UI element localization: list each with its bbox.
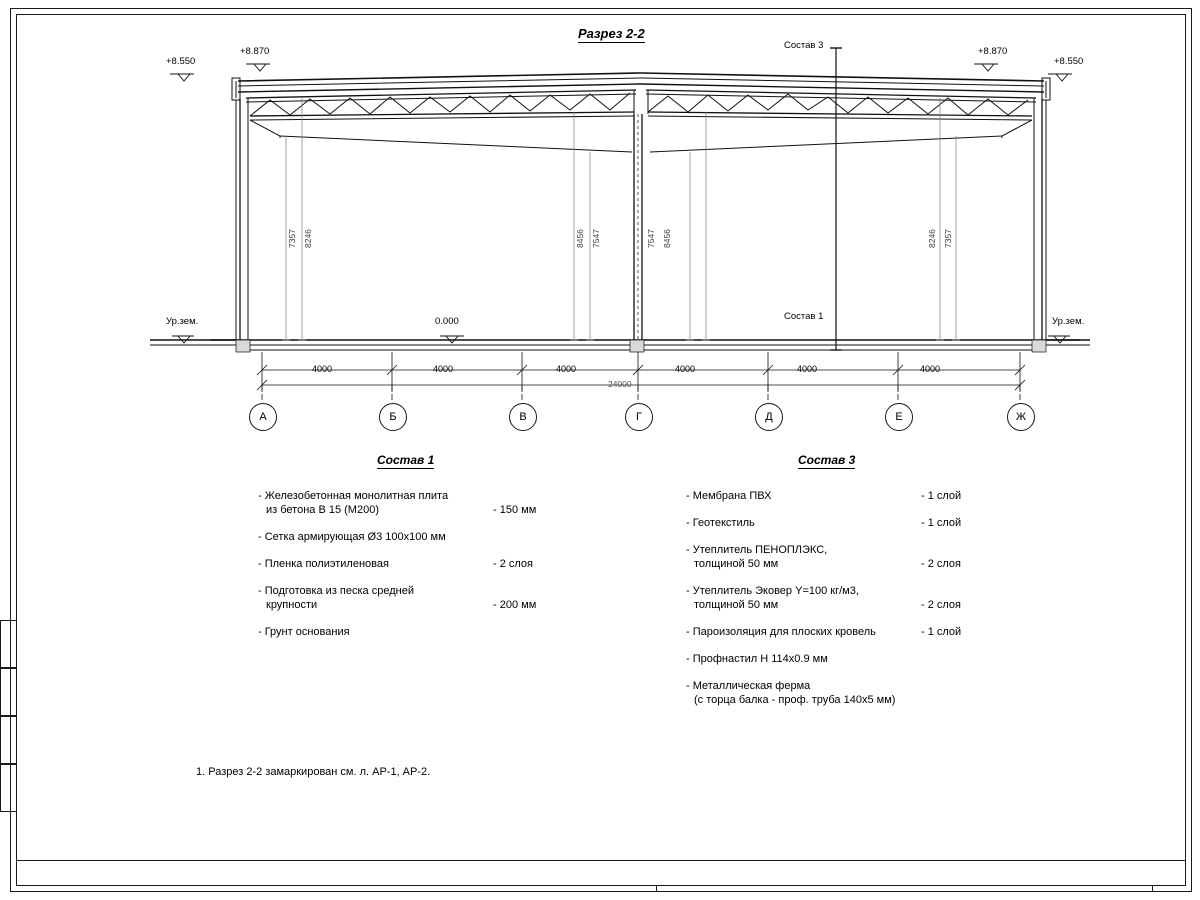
vertical-dim-8: 7357 — [943, 229, 953, 248]
sostav3-item-5-label: - Пароизоляция для плоских кровель — [686, 626, 876, 638]
title-strip-tick-1 — [656, 886, 657, 892]
sostav1-item-4-label: - Подготовка из песка средней — [258, 585, 414, 597]
total-dim: 24000 — [608, 379, 632, 389]
sostav1-item-4-label2: крупности — [266, 598, 318, 611]
level-right-outer: +8.550 — [1054, 56, 1084, 67]
sostav1-item-3-value: - 2 слоя — [493, 558, 534, 570]
vertical-dim-1: 7357 — [287, 229, 297, 248]
note-1: 1. Разрез 2-2 замаркирован см. л. АР-1, АР-2. — [196, 766, 431, 778]
sostav3-item-7 — [686, 680, 1026, 708]
sostav3-item-1-value: - 1 слой — [921, 490, 962, 502]
sostav3-item-3-value: - 2 слоя — [921, 558, 962, 570]
sostav1-item-3 — [258, 558, 588, 572]
sostav3-item-3 — [686, 544, 1026, 572]
sostav1-list — [258, 490, 588, 653]
sheet-margin-stub-3 — [0, 716, 17, 764]
sostav1-item-2-label: - Сетка армирующая Ø3 100х100 мм — [258, 531, 446, 543]
sostav1-item-5-label: - Грунт основания — [258, 626, 350, 638]
ground-level-right: Ур.зем. — [1052, 316, 1085, 327]
sostav3-item-1 — [686, 490, 1026, 504]
sostav3-item-3-label: - Утеплитель ПЕНОПЛЭКС, — [686, 544, 828, 556]
sostav3-item-5-value: - 1 слой — [921, 626, 962, 638]
sostav1-item-1-label2: из бетона В 15 (М200) — [266, 503, 379, 516]
axis-bubble-v: В — [509, 403, 537, 431]
axis-bubble-a: А — [249, 403, 277, 431]
vertical-dim-5: 7547 — [646, 229, 656, 248]
span-dim-6: 4000 — [920, 364, 941, 374]
title-strip-line — [16, 860, 1186, 861]
axis-bubble-d: Д — [755, 403, 783, 431]
sostav3-title: Состав 3 — [798, 453, 856, 467]
axis-bubble-e: Е — [885, 403, 913, 431]
sostav3-item-7-label: - Металлическая ферма — [686, 680, 811, 692]
ground-level-left: Ур.зем. — [166, 316, 199, 327]
sostav3-item-3-label2: толщиной 50 мм — [694, 557, 779, 570]
level-left-inner: +8.870 — [240, 46, 270, 57]
sostav3-item-2 — [686, 517, 1026, 531]
sostav3-item-2-value: - 1 слой — [921, 517, 962, 529]
sostav3-item-4 — [686, 585, 1026, 613]
sostav1-item-4 — [258, 585, 588, 613]
sostav1-item-4-value: - 200 мм — [493, 599, 537, 611]
title-strip-tick-2 — [1152, 886, 1153, 892]
sostav1-item-1-label: - Железобетонная монолитная плита — [258, 490, 449, 502]
axis-bubble-zh: Ж — [1007, 403, 1035, 431]
leader-label-sostav3: Состав 3 — [784, 40, 824, 51]
sostav3-item-6-label: - Профнастил Н 114х0.9 мм — [686, 653, 828, 665]
sostav1-title: Состав 1 — [377, 453, 435, 467]
sostav3-item-2-label: - Геотекстиль — [686, 517, 755, 529]
sostav1-item-5 — [258, 626, 588, 640]
vertical-dim-6: 8456 — [662, 229, 672, 248]
sostav1-item-2 — [258, 531, 588, 545]
sostav3-item-7-label2: (с торца балка - проф. труба 140х5 мм) — [694, 693, 896, 706]
span-dim-1: 4000 — [312, 364, 333, 374]
sostav3-item-1-label: - Мембрана ПВХ — [686, 490, 772, 502]
vertical-dim-2: 8246 — [303, 229, 313, 248]
vertical-dim-4: 7547 — [591, 229, 601, 248]
sostav1-item-1-value: - 150 мм — [493, 504, 537, 516]
span-dim-4: 4000 — [675, 364, 696, 374]
sostav1-item-1 — [258, 490, 588, 518]
sostav3-item-4-label2: толщиной 50 мм — [694, 598, 779, 611]
sostav3-item-5 — [686, 626, 1026, 640]
sostav3-item-4-value: - 2 слоя — [921, 599, 962, 611]
span-dim-5: 4000 — [797, 364, 818, 374]
leader-label-sostav1: Состав 1 — [784, 311, 824, 322]
drawing-title: Разрез 2-2 — [578, 26, 645, 41]
vertical-dim-3: 8456 — [575, 229, 585, 248]
sheet-margin-stub-1 — [0, 620, 17, 668]
level-left-outer: +8.550 — [166, 56, 196, 67]
span-dim-2: 4000 — [433, 364, 454, 374]
vertical-dim-7: 8246 — [927, 229, 937, 248]
sostav3-item-4-label: - Утеплитель Эковер Y=100 кг/м3, — [686, 585, 859, 597]
sheet-margin-stub-2 — [0, 668, 17, 716]
span-dim-3: 4000 — [556, 364, 577, 374]
sostav3-item-6 — [686, 653, 1026, 667]
level-zero: 0.000 — [435, 316, 459, 327]
axis-bubble-b: Б — [379, 403, 407, 431]
sostav1-item-3-label: - Пленка полиэтиленовая — [258, 558, 389, 570]
sostav3-list — [686, 490, 1026, 721]
level-right-inner: +8.870 — [978, 46, 1008, 57]
axis-bubble-g: Г — [625, 403, 653, 431]
sheet-margin-stub-4 — [0, 764, 17, 812]
